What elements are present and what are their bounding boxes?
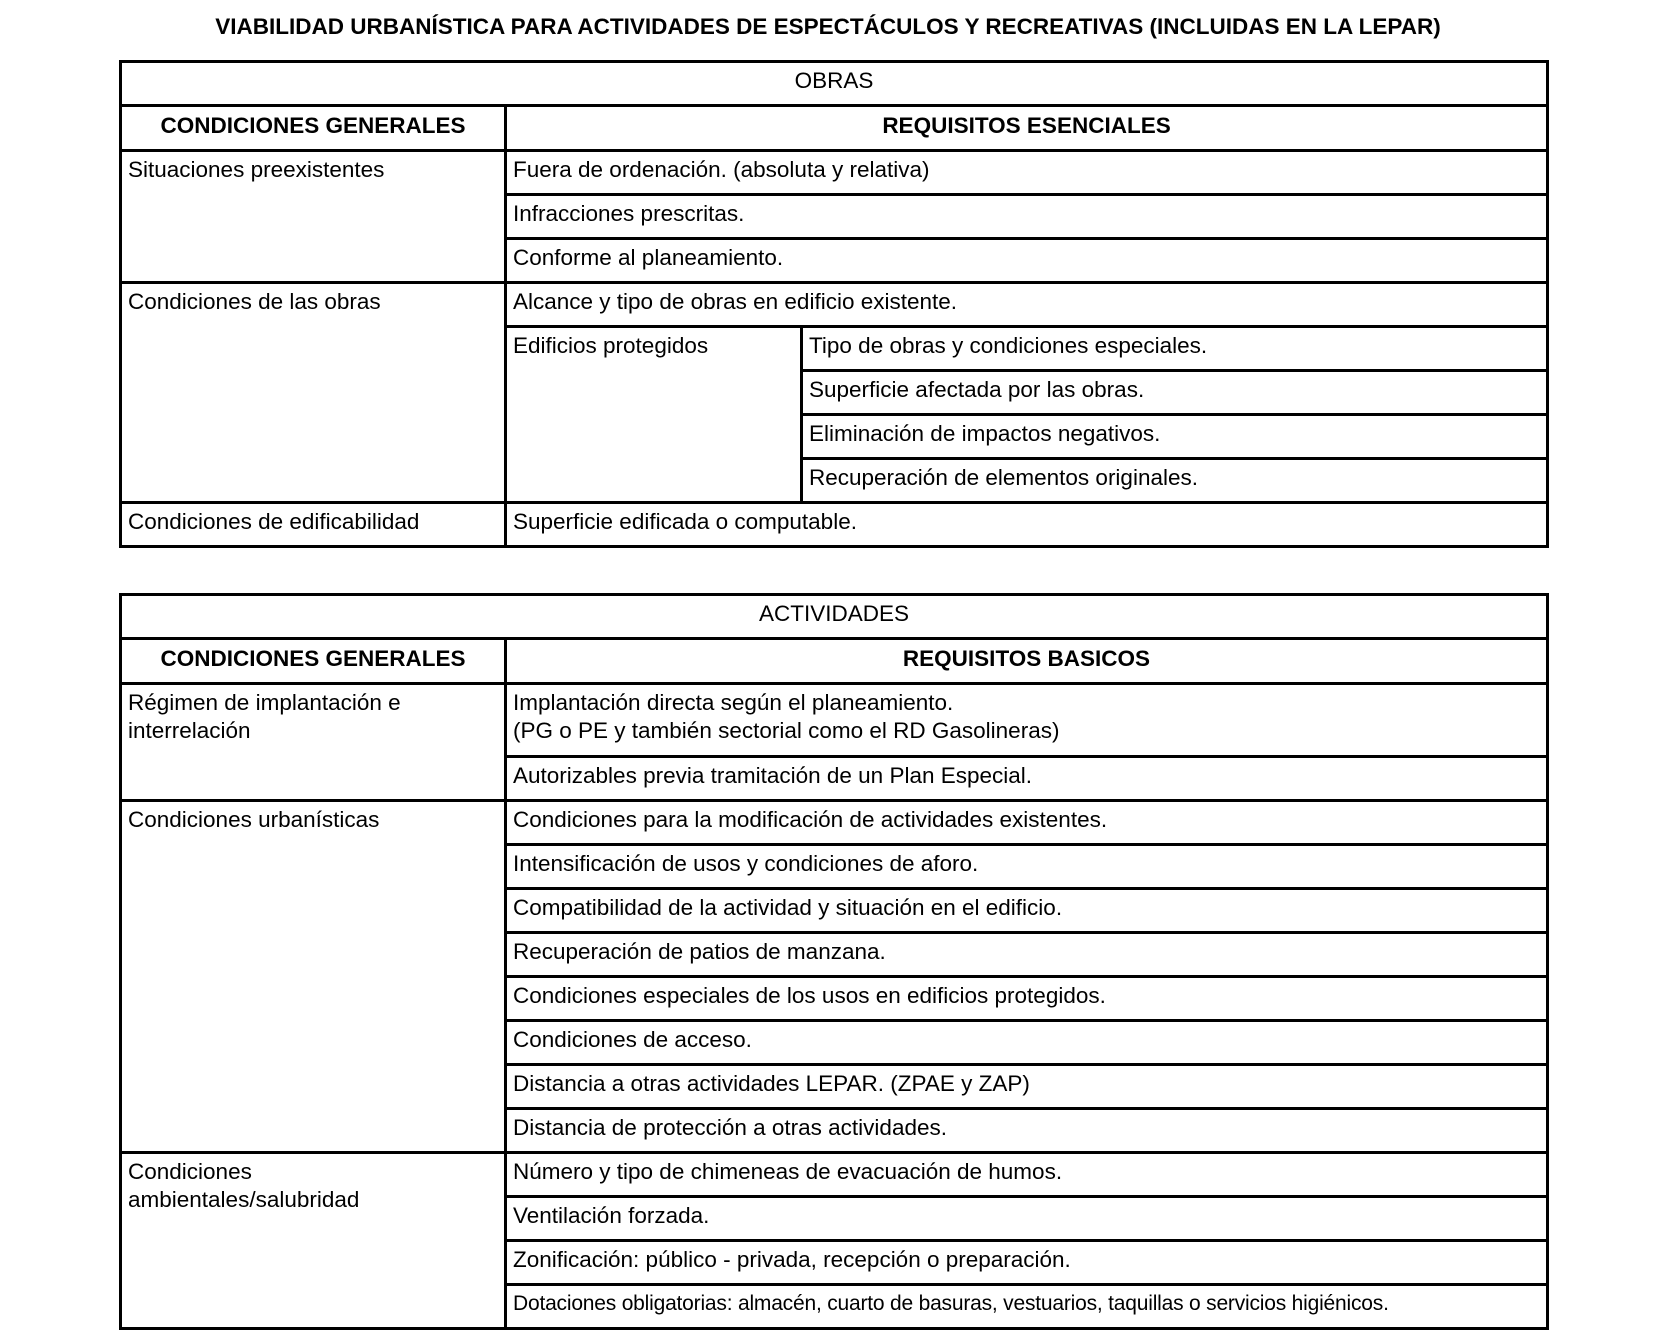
actividades-table (119, 593, 1549, 1330)
actividades-section-row (121, 595, 1548, 639)
requirement-line: Implantación directa según el planeamiento. (513, 690, 954, 715)
requirement-cell: Distancia a otras actividades LEPAR. (ZPAE y ZAP) (506, 1065, 1548, 1109)
requirement-cell: Recuperación de patios de manzana. (506, 933, 1548, 977)
actividades-section-label: ACTIVIDADES (121, 595, 1548, 639)
condition-line: ambientales/salubridad (128, 1187, 360, 1212)
obras-section-row (121, 62, 1548, 106)
requirement-cell: Compatibilidad de la actividad y situación en el edificio. (506, 889, 1548, 933)
subrequirement-cell: Eliminación de impactos negativos. (802, 415, 1548, 459)
document-title: VIABILIDAD URBANÍSTICA PARA ACTIVIDADES DE ESPECTÁCULOS Y RECREATIVAS (INCLUIDAS EN LA LEPAR) (215, 14, 1441, 39)
condition-cell (121, 684, 506, 801)
condition-line: interrelación (128, 718, 251, 743)
condition-line: Régimen de implantación e (128, 690, 401, 715)
table-row (121, 684, 1548, 757)
actividades-header-requisitos: REQUISITOS BASICOS (506, 639, 1548, 684)
actividades-header-condiciones: CONDICIONES GENERALES (121, 639, 506, 684)
requirement-cell: Alcance y tipo de obras en edificio existente. (506, 283, 1548, 327)
requirement-line: (PG o PE y también sectorial como el RD Gasolineras) (513, 718, 1060, 743)
condition-line: Condiciones (128, 1159, 252, 1184)
condition-cell: Condiciones urbanísticas (121, 801, 506, 1153)
requirement-cell: Infracciones prescritas. (506, 195, 1548, 239)
requirement-cell: Condiciones especiales de los usos en edificios protegidos. (506, 977, 1548, 1021)
condition-cell: Condiciones de las obras (121, 283, 506, 503)
table-row (121, 283, 1548, 327)
requirement-cell: Intensificación de usos y condiciones de aforo. (506, 845, 1548, 889)
requirement-cell: Dotaciones obligatorias: almacén, cuarto de basuras, vestuarios, taquillas o servicios higiénicos. (506, 1285, 1548, 1329)
requirement-cell: Distancia de protección a otras actividades. (506, 1109, 1548, 1153)
obras-header-requisitos: REQUISITOS ESENCIALES (506, 106, 1548, 151)
condition-cell: Condiciones de edificabilidad (121, 503, 506, 547)
requirement-cell (506, 684, 1548, 757)
requirement-cell: Superficie edificada o computable. (506, 503, 1548, 547)
actividades-header-row (121, 639, 1548, 684)
requirement-cell: Condiciones para la modificación de actividades existentes. (506, 801, 1548, 845)
requirement-cell: Fuera de ordenación. (absoluta y relativa) (506, 151, 1548, 195)
subrequirement-cell: Tipo de obras y condiciones especiales. (802, 327, 1548, 371)
subrequirement-cell: Superficie afectada por las obras. (802, 371, 1548, 415)
subrequirement-cell: Recuperación de elementos originales. (802, 459, 1548, 503)
table-row (121, 801, 1548, 845)
requirement-cell: Número y tipo de chimeneas de evacuación de humos. (506, 1153, 1548, 1197)
condition-cell: Situaciones preexistentes (121, 151, 506, 283)
obras-header-condiciones: CONDICIONES GENERALES (121, 106, 506, 151)
obras-section-label: OBRAS (121, 62, 1548, 106)
requirement-cell: Condiciones de acceso. (506, 1021, 1548, 1065)
obras-header-row (121, 106, 1548, 151)
requirement-cell: Conforme al planeamiento. (506, 239, 1548, 283)
requirement-cell: Zonificación: público - privada, recepción o preparación. (506, 1241, 1548, 1285)
table-row (121, 1153, 1548, 1197)
requirement-cell: Autorizables previa tramitación de un Plan Especial. (506, 757, 1548, 801)
table-row (121, 503, 1548, 547)
condition-cell (121, 1153, 506, 1329)
requirement-cell: Ventilación forzada. (506, 1197, 1548, 1241)
subgroup-label-cell: Edificios protegidos (506, 327, 802, 503)
table-row (121, 151, 1548, 195)
obras-table (119, 60, 1549, 548)
